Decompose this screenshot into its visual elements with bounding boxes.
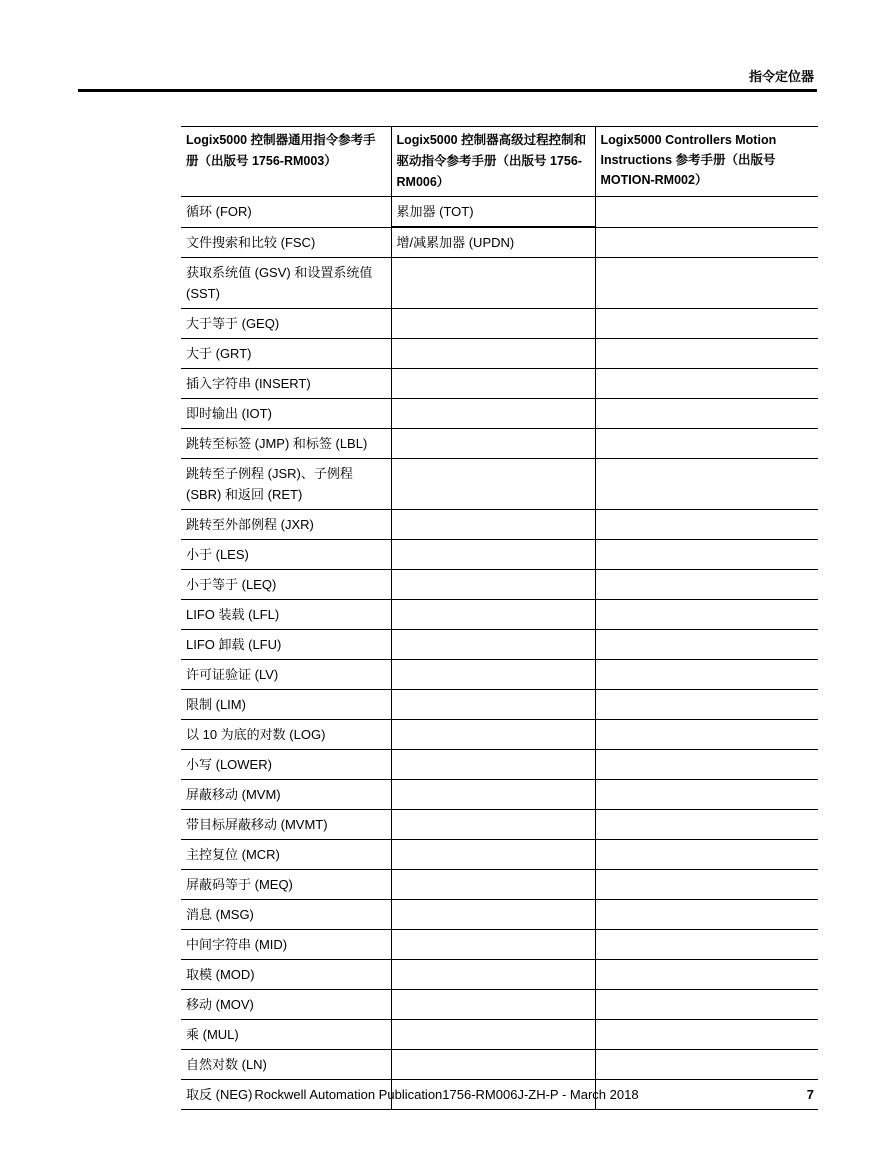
table-row	[181, 660, 818, 690]
table-cell	[595, 1020, 818, 1050]
table-cell	[595, 510, 818, 540]
table-cell: 小写 (LOWER)	[181, 750, 391, 780]
table-cell: 屏蔽移动 (MVM)	[181, 780, 391, 810]
table-row	[181, 960, 818, 990]
table-cell	[595, 780, 818, 810]
table-cell: 自然对数 (LN)	[181, 1050, 391, 1080]
table-cell: 大于等于 (GEQ)	[181, 309, 391, 339]
table-row	[181, 810, 818, 840]
table-cell: 循环 (FOR)	[181, 197, 391, 228]
table-body	[181, 197, 818, 1110]
table-row	[181, 540, 818, 570]
table-cell: 带目标屏蔽移动 (MVMT)	[181, 810, 391, 840]
table-cell	[391, 780, 595, 810]
table-cell	[391, 1020, 595, 1050]
table-cell	[391, 990, 595, 1020]
table-row	[181, 1020, 818, 1050]
table-cell	[595, 810, 818, 840]
table-cell: 消息 (MSG)	[181, 900, 391, 930]
table-cell	[595, 570, 818, 600]
table-row	[181, 369, 818, 399]
table-row	[181, 1050, 818, 1080]
table-cell	[595, 750, 818, 780]
table-row	[181, 600, 818, 630]
table-cell	[391, 810, 595, 840]
table-cell	[391, 258, 595, 309]
table-cell: LIFO 卸载 (LFU)	[181, 630, 391, 660]
table-cell: 限制 (LIM)	[181, 690, 391, 720]
table-cell	[595, 720, 818, 750]
table-cell	[595, 309, 818, 339]
table-cell	[391, 930, 595, 960]
table-cell: 大于 (GRT)	[181, 339, 391, 369]
table-cell: 小于 (LES)	[181, 540, 391, 570]
table-cell	[595, 369, 818, 399]
table-row	[181, 930, 818, 960]
table-cell	[595, 339, 818, 369]
table-cell	[391, 510, 595, 540]
table-row	[181, 227, 818, 258]
table-row	[181, 900, 818, 930]
table-cell: 以 10 为底的对数 (LOG)	[181, 720, 391, 750]
table-cell	[391, 960, 595, 990]
table-cell: 主控复位 (MCR)	[181, 840, 391, 870]
table-row	[181, 780, 818, 810]
table-cell	[391, 690, 595, 720]
table-cell: 取模 (MOD)	[181, 960, 391, 990]
table-cell	[595, 960, 818, 990]
table-cell	[391, 870, 595, 900]
table-row	[181, 990, 818, 1020]
table-row	[181, 870, 818, 900]
table-cell: 跳转至子例程 (JSR)、子例程 (SBR) 和返回 (RET)	[181, 459, 391, 510]
table-cell: 即时输出 (IOT)	[181, 399, 391, 429]
table-cell	[391, 840, 595, 870]
table-cell	[391, 660, 595, 690]
table-cell: 取反 (NEG)	[181, 1080, 391, 1110]
table-cell	[595, 660, 818, 690]
table-cell	[391, 309, 595, 339]
table-row	[181, 510, 818, 540]
table-cell	[595, 900, 818, 930]
table-cell	[391, 750, 595, 780]
header-rule	[78, 89, 817, 92]
table-cell	[595, 197, 818, 228]
table-cell	[595, 690, 818, 720]
table-cell: 累加器 (TOT)	[391, 197, 595, 228]
table-cell	[391, 900, 595, 930]
table-row	[181, 429, 818, 459]
table-cell	[391, 429, 595, 459]
table-cell	[595, 1050, 818, 1080]
table-cell	[595, 600, 818, 630]
table-cell	[595, 870, 818, 900]
table-row	[181, 258, 818, 309]
table-cell: 许可证验证 (LV)	[181, 660, 391, 690]
table-cell: 插入字符串 (INSERT)	[181, 369, 391, 399]
table-row	[181, 309, 818, 339]
table-row	[181, 690, 818, 720]
page-header-title: 指令定位器	[748, 69, 814, 84]
table-row	[181, 399, 818, 429]
table-cell	[595, 540, 818, 570]
table-header-row	[181, 127, 818, 197]
table-cell	[391, 570, 595, 600]
table-row	[181, 720, 818, 750]
column-header-general: Logix5000 控制器通用指令参考手册（出版号 1756-RM003）	[181, 127, 391, 197]
table-cell	[595, 630, 818, 660]
table-cell: 移动 (MOV)	[181, 990, 391, 1020]
table-cell	[391, 600, 595, 630]
table-cell	[391, 540, 595, 570]
instruction-locator-table	[181, 126, 818, 1110]
table-cell: 获取系统值 (GSV) 和设置系统值 (SST)	[181, 258, 391, 309]
table-cell	[595, 258, 818, 309]
table-cell	[595, 399, 818, 429]
table-cell	[391, 720, 595, 750]
table-row	[181, 840, 818, 870]
table-cell: 跳转至外部例程 (JXR)	[181, 510, 391, 540]
table-cell	[595, 429, 818, 459]
table-row	[181, 630, 818, 660]
table-cell: LIFO 装载 (LFL)	[181, 600, 391, 630]
table-row	[181, 197, 818, 228]
column-header-process-drives: Logix5000 控制器高级过程控制和驱动指令参考手册（出版号 1756-RM006）	[391, 127, 595, 197]
table-cell: 跳转至标签 (JMP) 和标签 (LBL)	[181, 429, 391, 459]
table-cell	[595, 459, 818, 510]
table-cell: 中间字符串 (MID)	[181, 930, 391, 960]
table-cell	[391, 459, 595, 510]
table-row	[181, 459, 818, 510]
table-cell	[595, 227, 818, 258]
table-cell	[391, 630, 595, 660]
column-header-motion: Logix5000 Controllers Motion Instructions 参考手册（出版号 MOTION-RM002）	[595, 127, 818, 197]
table-cell: 文件搜索和比较 (FSC)	[181, 227, 391, 258]
table-cell: 小于等于 (LEQ)	[181, 570, 391, 600]
table-cell	[595, 990, 818, 1020]
table-cell	[391, 339, 595, 369]
footer-publication: Rockwell Automation Publication1756-RM006J-ZH-P - March 2018	[254, 1087, 639, 1102]
table-cell	[595, 930, 818, 960]
table-cell	[391, 369, 595, 399]
table-row	[181, 339, 818, 369]
table-cell: 乘 (MUL)	[181, 1020, 391, 1050]
table-row	[181, 570, 818, 600]
table-cell	[391, 399, 595, 429]
table-cell: 增/减累加器 (UPDN)	[391, 227, 595, 258]
table-cell	[391, 1050, 595, 1080]
table-row	[181, 750, 818, 780]
table-cell	[595, 840, 818, 870]
page-number: 7	[806, 1087, 814, 1102]
table-cell: 屏蔽码等于 (MEQ)	[181, 870, 391, 900]
